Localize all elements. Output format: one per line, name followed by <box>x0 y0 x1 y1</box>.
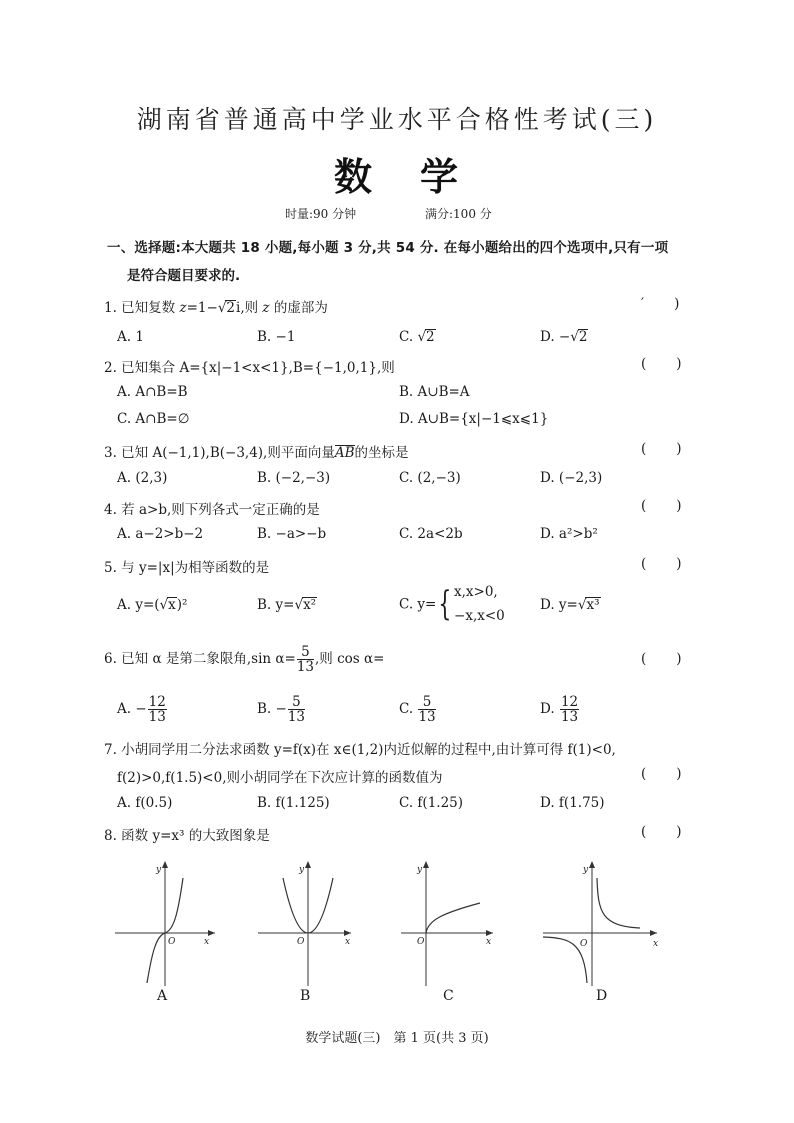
paren-open: ( <box>641 651 647 667</box>
q5-a-suffix: )² <box>176 597 188 613</box>
q6-d-den: 13 <box>560 709 579 726</box>
paren-close: ) <box>676 441 682 457</box>
y-label: y <box>417 865 423 875</box>
paren-open: ( <box>641 498 647 514</box>
paren-open: ( <box>641 356 647 372</box>
q6-sin-den: 13 <box>296 659 315 676</box>
x-label: x <box>486 937 492 947</box>
q1-option-d[interactable]: D. −√2 <box>540 329 588 345</box>
q2-option-c[interactable]: C. A∩B=∅ <box>117 411 190 427</box>
exam-title: 湖南省普通高中学业水平合格性考试(三) <box>136 105 658 134</box>
q3-text-a: 3. 已知 A(−1,1),B(−3,4),则平面向量 <box>104 445 335 461</box>
q6-a-prefix: A. − <box>117 701 147 718</box>
q5-c-prefix: C. y= <box>399 596 437 613</box>
q1-option-b[interactable]: B. −1 <box>257 329 296 345</box>
q1-var-z2: z <box>262 300 270 316</box>
section-instruction-line1: 一、选择题:本大题共 18 小题,每小题 3 分,共 54 分. 在每小题给出的四个选项中,只有一项 <box>107 240 669 256</box>
paren-open: ( <box>641 766 647 782</box>
origin-label: O <box>580 939 588 949</box>
q4-option-b[interactable]: B. −a>−b <box>257 526 327 542</box>
graph-b-label: B <box>300 988 311 1004</box>
q1-text-a: 1. 已知复数 <box>104 300 180 316</box>
q4-option-d[interactable]: D. a²>b² <box>540 526 598 542</box>
origin-label: O <box>297 937 305 947</box>
graph-b[interactable] <box>253 858 363 988</box>
question-6-stem <box>104 645 384 674</box>
q1-text-b: i,则 <box>236 300 263 316</box>
q1-c-sqrt: 2 <box>426 329 435 345</box>
question-3-answer-paren[interactable] <box>641 441 682 457</box>
q6-option-b[interactable] <box>257 695 306 724</box>
paren-open: ′ <box>641 296 645 312</box>
q1-sqrt: 2 <box>226 300 236 316</box>
y-arrow-icon <box>589 861 595 868</box>
q5-option-d[interactable]: D. y=√x³ <box>540 597 600 613</box>
q5-b-prefix: B. y= <box>257 597 295 613</box>
question-5-answer-paren[interactable] <box>641 556 682 572</box>
q3-text-b: 的坐标是 <box>354 445 409 461</box>
q5-option-a[interactable]: A. y=(√x)² <box>117 597 188 613</box>
q5-a-sqrt: x <box>168 597 176 613</box>
q6-option-d[interactable] <box>540 695 580 724</box>
q6-option-c[interactable] <box>399 695 437 724</box>
q2-option-d[interactable]: D. A∪B={x|−1⩽x⩽1} <box>399 411 549 427</box>
q5-option-b[interactable]: B. y=√x² <box>257 597 317 613</box>
x-arrow-icon <box>208 930 215 936</box>
question-4-stem: 4. 若 a>b,则下列各式一定正确的是 <box>104 502 320 518</box>
graph-c-label: C <box>443 988 454 1004</box>
q6-option-a[interactable] <box>117 695 168 724</box>
curve-reciprocal-positive <box>597 878 640 928</box>
q5-c-case1: x,x>0, <box>454 584 498 600</box>
y-arrow-icon <box>423 861 429 868</box>
q1-option-c[interactable]: C. √2 <box>399 329 435 345</box>
y-arrow-icon <box>162 861 168 868</box>
q3-vector-ab: AB <box>334 445 355 461</box>
q3-option-b[interactable]: B. (−2,−3) <box>257 470 331 486</box>
paren-close: ) <box>676 498 682 514</box>
question-8-answer-paren[interactable] <box>641 824 682 840</box>
q6-a-den: 13 <box>148 709 166 726</box>
x-label: x <box>345 937 351 947</box>
origin-label: O <box>168 937 176 947</box>
section-instruction-line2: 是符合题目要求的. <box>127 268 241 284</box>
question-7-stem-line2: f(2)>0,f(1.5)<0,则小胡同学在下次应计算的函数值为 <box>117 770 443 786</box>
q5-d-sqrt: x³ <box>586 597 600 613</box>
q6-d-num: 12 <box>560 694 579 710</box>
paren-close: ) <box>674 296 680 312</box>
q6-d-fraction <box>560 695 579 724</box>
q6-text-a: 6. 已知 α 是第二象限角,sin α= <box>104 651 296 668</box>
paren-close: ) <box>676 766 682 782</box>
graph-c[interactable] <box>398 858 508 988</box>
q4-option-a[interactable]: A. a−2>b−2 <box>117 526 204 542</box>
q1-d-prefix: D. − <box>540 329 571 345</box>
subject-char-1: 数 <box>333 155 374 199</box>
q3-option-d[interactable]: D. (−2,3) <box>540 470 603 486</box>
q7-option-c[interactable]: C. f(1.25) <box>399 795 464 811</box>
q7-option-a[interactable]: A. f(0.5) <box>117 795 173 811</box>
question-5-stem: 5. 与 y=|x|为相等函数的是 <box>104 560 270 576</box>
q2-option-b[interactable]: B. A∪B=A <box>399 384 470 400</box>
q5-a-prefix: A. y=( <box>117 597 160 613</box>
q1-var-z: z <box>179 300 187 316</box>
brace-icon: { <box>438 584 452 625</box>
paren-close: ) <box>676 651 682 667</box>
paren-open: ( <box>641 441 647 457</box>
paren-open: ( <box>641 556 647 572</box>
paren-open: ( <box>641 824 647 840</box>
graph-d-label: D <box>596 988 608 1004</box>
q3-option-a[interactable]: A. (2,3) <box>117 470 168 486</box>
question-7-answer-paren[interactable] <box>641 766 682 782</box>
paren-close: ) <box>676 356 682 372</box>
question-8-stem: 8. 函数 y=x³ 的大致图象是 <box>104 828 270 844</box>
q6-sin-fraction <box>297 645 314 674</box>
q6-a-num: 12 <box>148 694 166 710</box>
x-label: x <box>204 937 210 947</box>
q5-c-case2: −x,x<0 <box>454 608 505 625</box>
question-6-answer-paren[interactable] <box>641 651 682 667</box>
subject-char-2: 学 <box>420 155 461 199</box>
y-label: y <box>299 865 305 875</box>
question-3-stem <box>104 441 409 461</box>
graph-a[interactable] <box>110 858 220 988</box>
q6-b-prefix: B. − <box>257 701 287 718</box>
q5-c-cases <box>454 580 505 629</box>
q6-text-b: ,则 cos α= <box>315 651 385 668</box>
q7-option-b[interactable]: B. f(1.125) <box>257 795 330 811</box>
question-1-answer-paren[interactable] <box>641 296 679 312</box>
q5-b-sqrt: x² <box>303 597 317 613</box>
question-4-answer-paren[interactable] <box>641 498 682 514</box>
x-arrow-icon <box>344 930 351 936</box>
q6-b-fraction <box>288 695 305 724</box>
q6-sin-num: 5 <box>297 645 314 660</box>
origin-label: O <box>417 937 425 947</box>
question-2-answer-paren[interactable] <box>641 356 682 372</box>
y-label: y <box>583 865 589 875</box>
q1-d-sqrt: 2 <box>578 329 588 345</box>
paren-close: ) <box>676 824 682 840</box>
q6-b-num: 5 <box>288 695 305 710</box>
q6-c-prefix: C. <box>399 701 418 718</box>
paren-close: ) <box>676 556 682 572</box>
q6-c-den: 13 <box>418 709 436 726</box>
graph-d[interactable] <box>540 858 665 988</box>
q3-option-c[interactable]: C. (2,−3) <box>399 470 461 486</box>
q5-d-prefix: D. y= <box>540 597 578 613</box>
x-label: x <box>653 939 659 949</box>
q1-text-c: 的虚部为 <box>269 300 328 316</box>
subject-title <box>0 146 794 201</box>
q6-d-prefix: D. <box>540 701 559 718</box>
question-2-stem: 2. 已知集合 A={x|−1<x<1},B={−1,0,1},则 <box>104 360 395 376</box>
exam-time: 时量:90 分钟 <box>285 207 357 221</box>
page-footer: 数学试题(三) 第 1 页(共 3 页) <box>305 1031 489 1046</box>
x-arrow-icon <box>486 930 493 936</box>
q5-option-c[interactable] <box>399 580 505 629</box>
q4-option-c[interactable]: C. 2a<2b <box>399 526 463 542</box>
x-arrow-icon <box>650 930 657 936</box>
q2-option-a[interactable]: A. A∩B=B <box>117 384 188 400</box>
q6-c-num: 5 <box>418 695 435 710</box>
curve-sqrt <box>426 903 480 933</box>
q6-c-fraction <box>418 695 435 724</box>
q1-eq: =1− <box>186 300 218 316</box>
q6-a-fraction <box>148 695 167 724</box>
y-arrow-icon <box>305 861 311 868</box>
q6-b-den: 13 <box>287 709 306 726</box>
y-label: y <box>156 865 162 875</box>
question-1-stem: 1. 已知复数 z=1−√2i,则 z 的虚部为 <box>104 300 328 316</box>
question-7-stem-line1: 7. 小胡同学用二分法求函数 y=f(x)在 x∈(1,2)内近似解的过程中,由计算可得 f(1)<0, <box>104 742 616 758</box>
graph-a-label: A <box>157 988 168 1004</box>
q1-c-prefix: C. <box>399 329 418 345</box>
q7-option-d[interactable]: D. f(1.75) <box>540 795 605 811</box>
q1-option-a[interactable]: A. 1 <box>117 329 144 345</box>
exam-full-score: 满分:100 分 <box>425 207 492 221</box>
